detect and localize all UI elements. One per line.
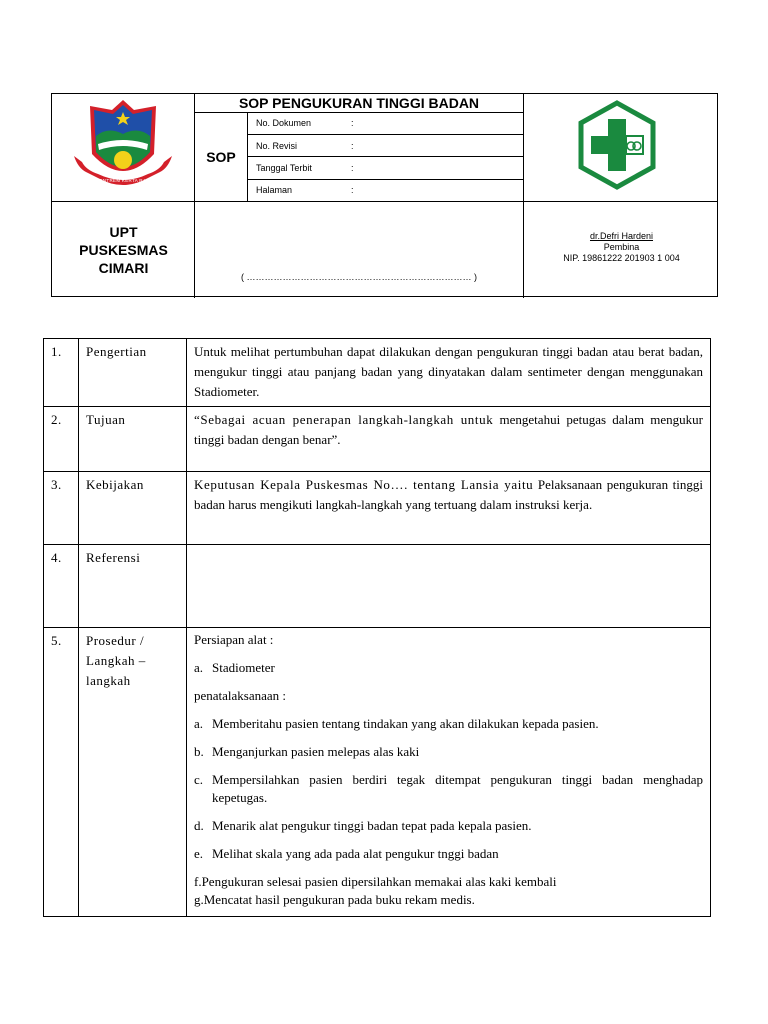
meta-row-no-dokumen (248, 112, 523, 134)
meta-colon: : (351, 185, 354, 195)
table-row (44, 545, 711, 628)
row-text (187, 545, 711, 628)
row-label: Pengertian (79, 339, 187, 407)
org-line: UPT (109, 224, 138, 240)
signer-rank: Pembina (603, 242, 640, 252)
row-text (187, 472, 711, 545)
list-item (194, 845, 703, 863)
list-marker: d. (194, 818, 204, 833)
list-text: Memberitahu pasien tentang tindakan yang akan dilakukan kepada pasien. (212, 716, 599, 731)
row-label: Referensi (79, 545, 187, 628)
sop-content-table (43, 338, 711, 917)
org-line: CIMARI (98, 260, 149, 276)
list-item (194, 817, 703, 835)
list-item: f.Pengukuran selesai pasien dipersilahkan memakai alas kaki kembali (194, 874, 557, 889)
table-row (44, 339, 711, 407)
list-item: g.Mencatat hasil pengukuran pada buku rekam medis. (194, 892, 475, 907)
signer-name: dr.Defri Hardeni (589, 231, 654, 241)
row-text-part: Pelaksanaan pengukuran tinggi badan harus mengikuti langkah-langkah yang tertuang dalam instruksi kerja. (194, 477, 703, 512)
list-text: Menarik alat pengukur tinggi badan tepat pada kepala pasien. (212, 818, 532, 833)
signature-line: ( ………………………………………………………………… ) (241, 272, 477, 282)
list-marker: a. (194, 716, 204, 731)
signer-nip: NIP. 19861222 201903 1 004 (563, 253, 680, 263)
list-text: Stadiometer (212, 660, 275, 675)
table-row (44, 407, 711, 472)
sop-label: SOP (206, 148, 236, 165)
list-marker: e. (194, 846, 204, 861)
meta-key: Tanggal Terbit (256, 163, 312, 173)
list-item (194, 715, 703, 733)
list-text: Melihat skala yang ada pada alat pengukur tnggi badan (212, 846, 499, 861)
signer-block (524, 231, 719, 264)
row-text-part: Keputusan Kepala Puskesmas No…. tentang Lansia yaitu (194, 477, 534, 492)
row-label: Tujuan (79, 407, 187, 472)
meta-row-tanggal-terbit (248, 157, 523, 179)
org-line: PUSKESMAS (79, 242, 168, 258)
table-row (44, 628, 711, 917)
meta-key: No. Dokumen (256, 118, 312, 128)
row-label: Kebijakan (79, 472, 187, 545)
meta-row-no-revisi (248, 135, 523, 157)
organization-name (52, 202, 195, 298)
row-number: 5. (44, 628, 79, 917)
puskesmas-cross-icon (571, 99, 663, 191)
row-text: Untuk melihat pertumbuhan dapat dilakukan dengan pengukuran tinggi badan atau berat badan, mengukur tinggi atau panjang badan yang dinyatakan dalam sentimeter dengan menggunakan Stadiometer. (187, 339, 711, 407)
row-text (187, 407, 711, 472)
row-number: 2. (44, 407, 79, 472)
list-marker: c. (194, 772, 204, 787)
procedure-cell (187, 628, 711, 917)
list-item (194, 659, 703, 677)
persiapan-heading: Persiapan alat : (194, 632, 274, 647)
meta-colon: : (351, 118, 354, 128)
header-divider (523, 94, 524, 298)
meta-key: No. Revisi (256, 141, 298, 151)
row-label: Prosedur / Langkah – langkah (79, 628, 187, 917)
meta-colon: : (351, 163, 354, 173)
table-row (44, 472, 711, 545)
list-item (194, 771, 703, 807)
document-title: SOP PENGUKURAN TINGGI BADAN (238, 95, 480, 111)
list-text: Menganjurkan pasien melepas alas kaki (212, 744, 420, 759)
list-marker: a. (194, 660, 204, 675)
list-item (194, 743, 703, 761)
list-marker: b. (194, 744, 204, 759)
meta-colon: : (351, 141, 354, 151)
row-text-part: mengetahui petugas dalam mengukur tinggi badan dengan benar”. (194, 412, 703, 447)
row-number: 4. (44, 545, 79, 628)
row-text-part: “Sebagai acuan penerapan langkah-langkah untuk (194, 412, 494, 427)
emblem-motto: TATA TENTREM KERTA RAHARJA (83, 178, 163, 183)
list-text: Mempersilahkan pasien berdiri tegak ditempat pengukuran tinggi badan menghadap kepetugas. (212, 772, 703, 805)
row-number: 3. (44, 472, 79, 545)
row-number: 1. (44, 339, 79, 407)
penatalaksanaan-heading: penatalaksanaan : (194, 688, 287, 703)
meta-key: Halaman (256, 185, 293, 195)
sop-header (51, 93, 718, 297)
meta-row-halaman (248, 179, 523, 201)
